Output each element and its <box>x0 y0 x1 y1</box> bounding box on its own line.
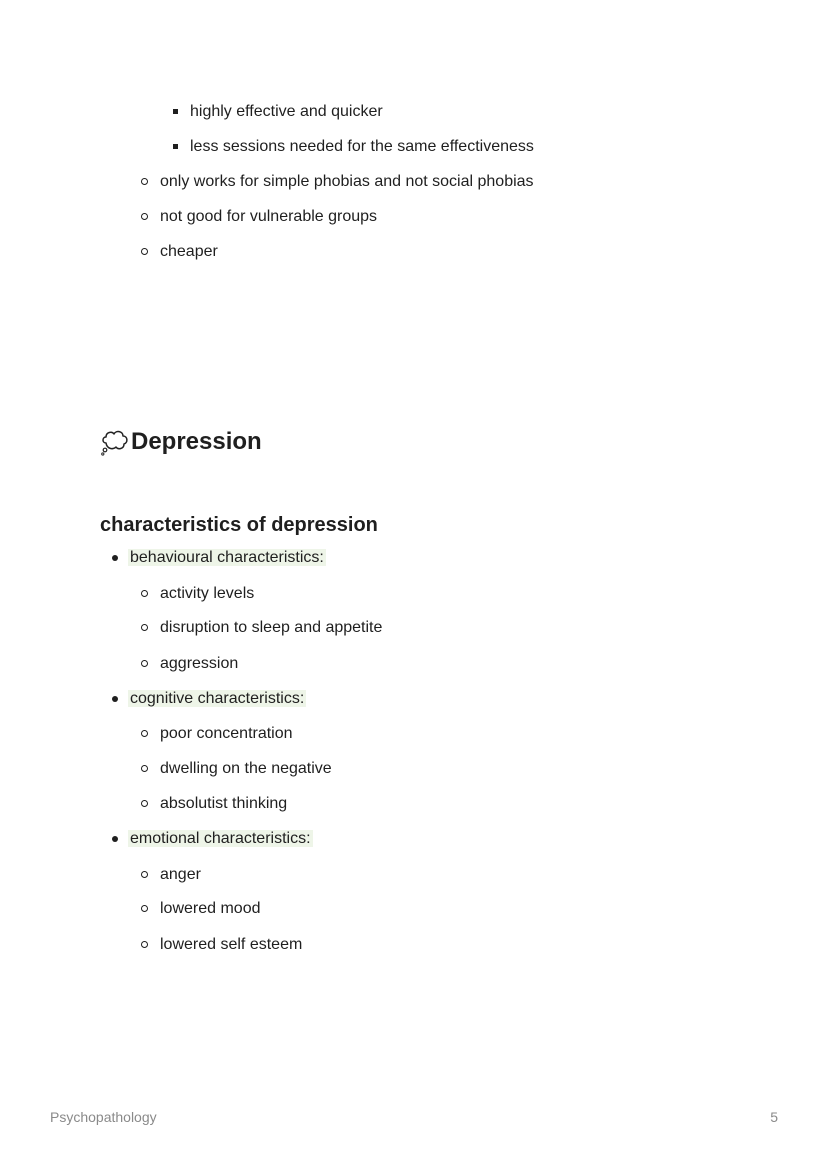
list-item-text: dwelling on the negative <box>160 760 332 777</box>
list-item <box>160 618 382 638</box>
list-item-text: poor concentration <box>160 725 293 742</box>
list-item-text: only works for simple phobias and not social phobias <box>160 173 534 190</box>
list-item <box>160 724 293 744</box>
thought-bubble-icon <box>100 427 130 457</box>
list-item <box>160 654 238 674</box>
list-item-text: less sessions needed for the same effectiveness <box>190 138 534 155</box>
list-item-text: lowered self esteem <box>160 936 303 953</box>
page-title: Depression <box>131 428 262 455</box>
list-item-text: anger <box>160 866 201 883</box>
list-item <box>160 865 201 885</box>
list-item-text: absolutist thinking <box>160 795 288 812</box>
list-item <box>190 102 383 122</box>
list-item <box>190 137 534 157</box>
group-label: cognitive characteristics: <box>130 690 305 707</box>
page-number: 5 <box>770 1109 778 1125</box>
list-item-text: lowered mood <box>160 900 261 917</box>
list-item <box>160 207 377 227</box>
section-subtitle: characteristics of depression <box>100 514 378 536</box>
list-item-text: activity levels <box>160 585 255 602</box>
list-item-text: aggression <box>160 655 239 672</box>
list-item <box>160 242 218 262</box>
list-item <box>160 794 287 814</box>
list-item <box>160 759 332 779</box>
group-label: behavioural characteristics: <box>130 549 324 566</box>
list-item-text: cheaper <box>160 243 218 260</box>
list-item <box>160 584 254 604</box>
list-item <box>160 899 261 919</box>
list-item <box>160 172 534 192</box>
group-label: emotional characteristics: <box>130 830 311 847</box>
group-item <box>130 829 313 849</box>
section-heading <box>100 426 262 458</box>
list-item-text: disruption to sleep and appetite <box>160 619 383 636</box>
list-item-text: not good for vulnerable groups <box>160 208 378 225</box>
list-item-text: highly effective and quicker <box>190 103 383 120</box>
footer-title: Psychopathology <box>50 1109 157 1125</box>
list-item <box>160 935 302 955</box>
group-item <box>130 689 306 709</box>
group-item <box>130 548 326 568</box>
